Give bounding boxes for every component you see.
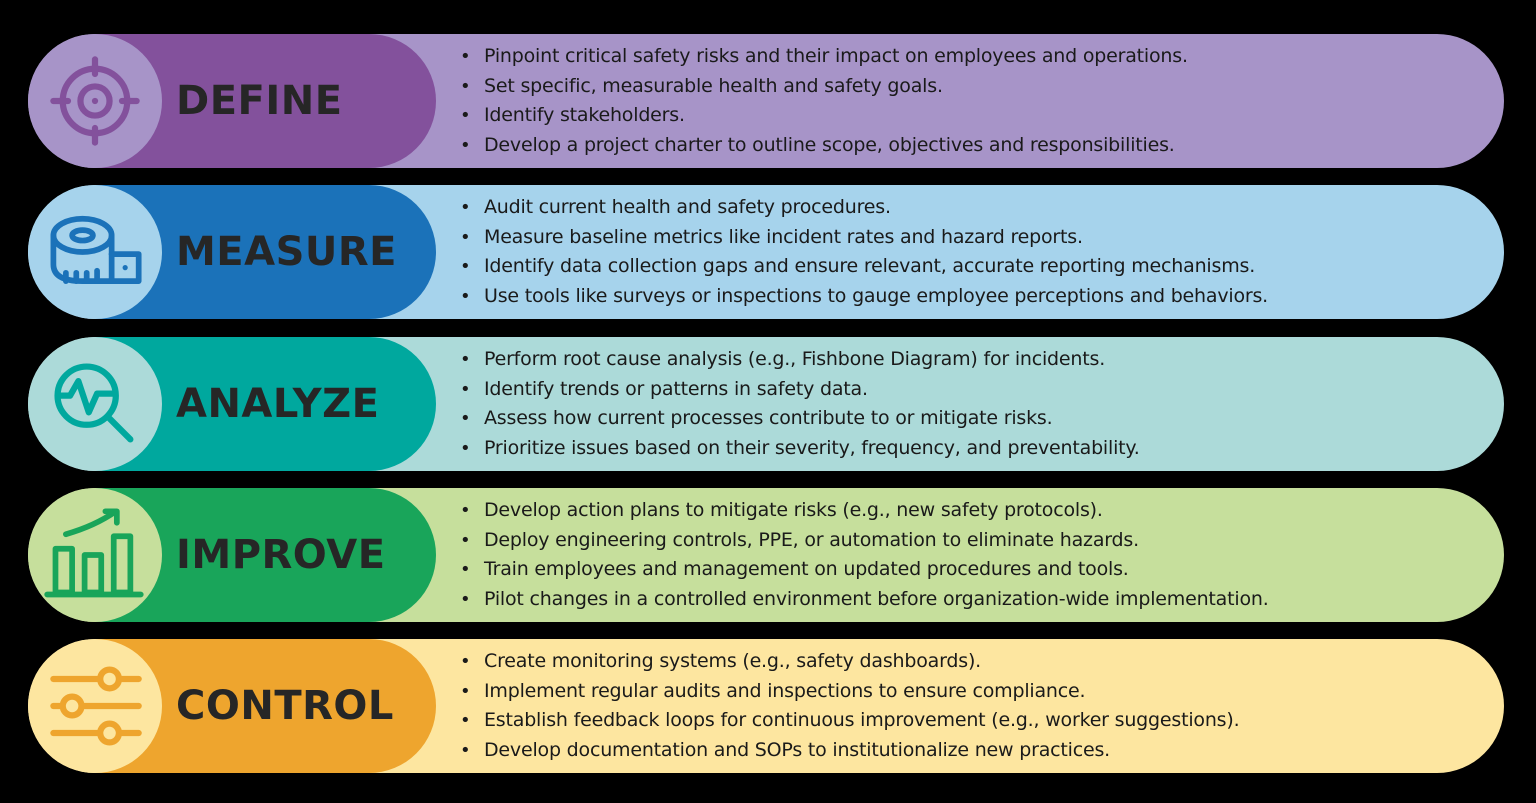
phase-define-icon-circle xyxy=(28,34,162,168)
bullet-item: • Develop documentation and SOPs to institutionalize new practices. xyxy=(460,738,1110,761)
bullet-item: • Audit current health and safety procedures. xyxy=(460,196,891,218)
bullet-item: • Measure baseline metrics like incident rates and hazard reports. xyxy=(460,225,1083,248)
bullet-item: • Establish feedback loops for continuous improvement (e.g., worker suggestions). xyxy=(460,709,1240,731)
bullet-item: • Use tools like surveys or inspections to gauge employee perceptions and behaviors. xyxy=(460,284,1269,307)
bullet-item: • Deploy engineering controls, PPE, or automation to eliminate hazards. xyxy=(460,528,1139,551)
bullet-item: • Implement regular audits and inspections to ensure compliance. xyxy=(460,679,1086,702)
phase-improve-icon-circle xyxy=(28,488,162,622)
phase-improve xyxy=(28,488,1504,622)
phase-bullets xyxy=(460,345,1140,463)
phase-measure xyxy=(28,185,1504,319)
bullet-item: • Assess how current processes contribute to or mitigate risks. xyxy=(460,407,1053,429)
phase-title: CONTROL xyxy=(176,683,394,729)
phase-bullets xyxy=(460,647,1239,765)
bullet-item: • Set specific, measurable health and safety goals. xyxy=(460,74,943,97)
bullet-item: • Prioritize issues based on their severity, frequency, and preventability. xyxy=(460,436,1140,459)
sliders-icon xyxy=(43,654,147,758)
phase-title: ANALYZE xyxy=(176,381,380,427)
bullet-item: • Train employees and management on updated procedures and tools. xyxy=(460,558,1129,580)
bullet-item: • Perform root cause analysis (e.g., Fishbone Diagram) for incidents. xyxy=(460,348,1106,370)
phase-bullets xyxy=(460,193,1268,311)
phase-title: MEASURE xyxy=(176,229,397,275)
magnifier-pulse-icon xyxy=(43,352,147,456)
phase-title: DEFINE xyxy=(176,78,343,124)
phase-control xyxy=(28,639,1504,773)
growth-chart-icon xyxy=(43,503,147,607)
phase-title: IMPROVE xyxy=(176,532,386,578)
bullet-item: • Create monitoring systems (e.g., safety dashboards). xyxy=(460,650,981,672)
phase-measure-icon-circle xyxy=(28,185,162,319)
phase-bullets xyxy=(460,42,1188,160)
phase-control-icon-circle xyxy=(28,639,162,773)
phase-define xyxy=(28,34,1504,168)
bullet-item: • Pilot changes in a controlled environment before organization-wide implementation. xyxy=(460,587,1269,610)
bullet-item: • Pinpoint critical safety risks and their impact on employees and operations. xyxy=(460,45,1188,67)
tape-measure-icon xyxy=(43,200,147,304)
target-icon xyxy=(43,49,147,153)
bullet-item: • Identify trends or patterns in safety data. xyxy=(460,377,868,400)
bullet-item: • Develop action plans to mitigate risks (e.g., new safety protocols). xyxy=(460,499,1103,521)
phase-bullets xyxy=(460,496,1269,614)
phase-analyze xyxy=(28,337,1504,471)
bullet-item: • Develop a project charter to outline scope, objectives and responsibilities. xyxy=(460,133,1175,156)
bullet-item: • Identify data collection gaps and ensure relevant, accurate reporting mechanisms. xyxy=(460,255,1256,277)
phase-analyze-icon-circle xyxy=(28,337,162,471)
bullet-item: • Identify stakeholders. xyxy=(460,104,685,126)
